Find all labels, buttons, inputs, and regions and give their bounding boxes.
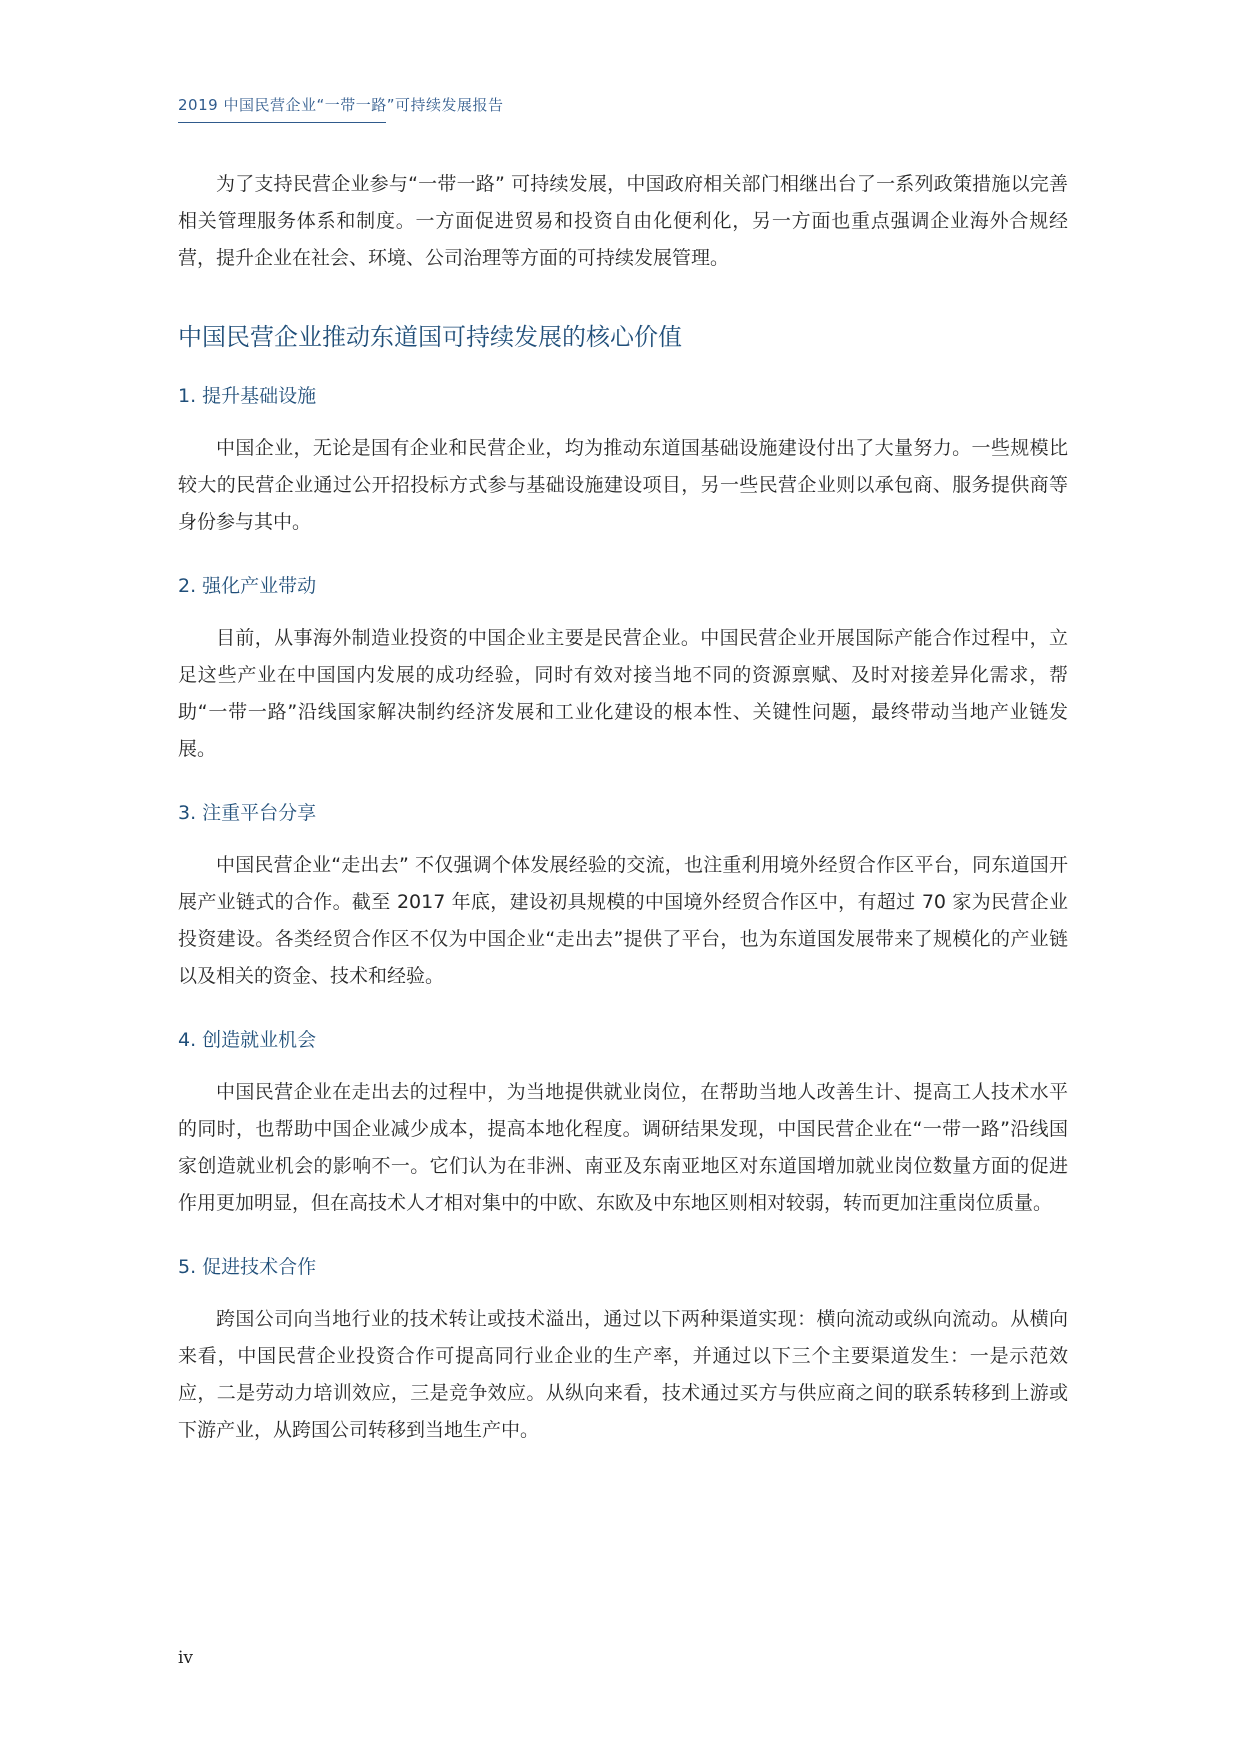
subsection-heading-industry: 2. 强化产业带动 bbox=[178, 575, 317, 597]
intro-paragraph: 为了支持民营企业参与“一带一路” 可持续发展，中国政府相关部门相继出台了一系列政策措施以完善相关管理服务体系和制度。一方面促进贸易和投资自由化便利化，另一方面也重点强调企业海外合规经营，提升企业在社会、环境、公司治理等方面的可持续发展管理。 bbox=[178, 173, 1068, 269]
page-body bbox=[178, 166, 1068, 1449]
subsection-body-industry: 目前，从事海外制造业投资的中国企业主要是民营企业。中国民营企业开展国际产能合作过程中，立足这些产业在中国国内发展的成功经验，同时有效对接当地不同的资源禀赋、及时对接差异化需求，帮助“一带一路”沿线国家解决制约经济发展和工业化建设的根本性、关键性问题，最终带动当地产业链发展。 bbox=[178, 627, 1068, 760]
subsection-body-technology: 跨国公司向当地行业的技术转让或技术溢出，通过以下两种渠道实现：横向流动或纵向流动。从横向来看，中国民营企业投资合作可提高同行业企业的生产率，并通过以下三个主要渠道发生：一是示范效应，二是劳动力培训效应，三是竞争效应。从纵向来看，技术通过买方与供应商之间的联系转移到上游或下游产业，从跨国公司转移到当地生产中。 bbox=[178, 1308, 1068, 1441]
subsection-heading-infrastructure: 1. 提升基础设施 bbox=[178, 385, 317, 407]
running-header: 2019 中国民营企业“一带一路”可持续发展报告 bbox=[178, 96, 504, 114]
section-title: 中国民营企业推动东道国可持续发展的核心价值 bbox=[178, 323, 682, 351]
subsection-body-platform: 中国民营企业“走出去” 不仅强调个体发展经验的交流，也注重利用境外经贸合作区平台，同东道国开展产业链式的合作。截至 2017 年底，建设初具规模的中国境外经贸合作区中，有超过 70 家为民营企业投资建设。各类经贸合作区不仅为中国企业“走出去”提供了平台，也为东道国发展带来了规模化的产业链以及相关的资金、技术和经验。 bbox=[178, 854, 1068, 987]
subsection-body-infrastructure: 中国企业，无论是国有企业和民营企业，均为推动东道国基础设施建设付出了大量努力。一些规模比较大的民营企业通过公开招投标方式参与基础设施建设项目，另一些民营企业则以承包商、服务提供商等身份参与其中。 bbox=[178, 437, 1068, 533]
header-rule bbox=[178, 122, 386, 123]
subsection-heading-employment: 4. 创造就业机会 bbox=[178, 1029, 317, 1051]
page-number: iv bbox=[178, 1648, 194, 1668]
subsection-body-employment: 中国民营企业在走出去的过程中，为当地提供就业岗位，在帮助当地人改善生计、提高工人技术水平的同时，也帮助中国企业减少成本，提高本地化程度。调研结果发现，中国民营企业在“一带一路”沿线国家创造就业机会的影响不一。它们认为在非洲、南亚及东南亚地区对东道国增加就业岗位数量方面的促进作用更加明显，但在高技术人才相对集中的中欧、东欧及中东地区则相对较弱，转而更加注重岗位质量。 bbox=[178, 1081, 1068, 1214]
subsection-heading-platform: 3. 注重平台分享 bbox=[178, 802, 317, 824]
subsection-heading-technology: 5. 促进技术合作 bbox=[178, 1256, 317, 1278]
